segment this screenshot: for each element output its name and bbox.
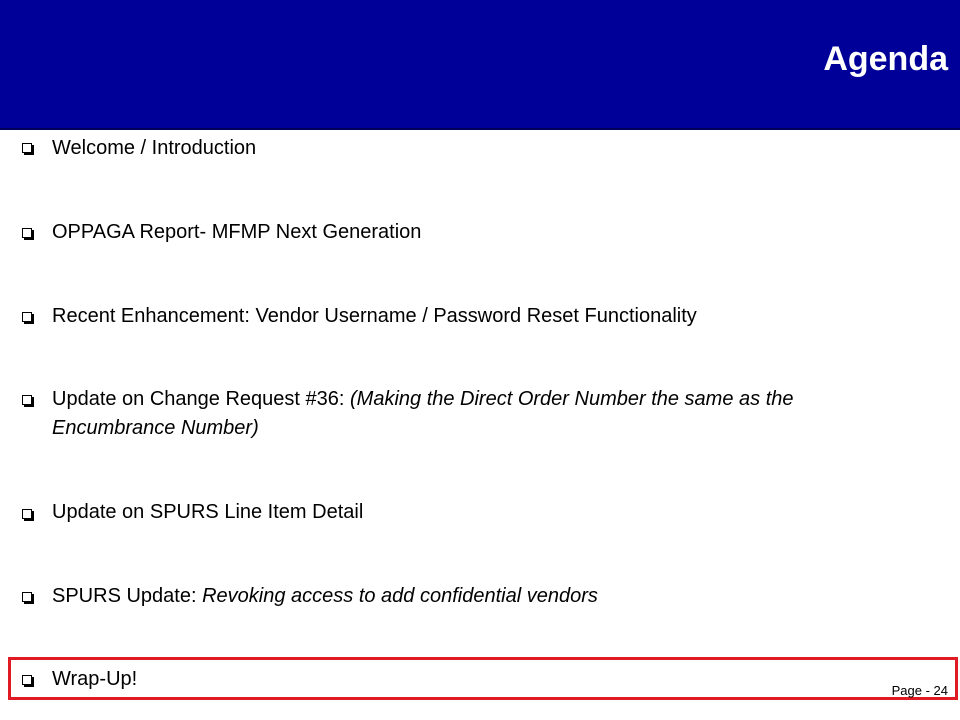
agenda-item-welcome: Welcome / Introduction [52,137,257,159]
wrap-up-highlight-box [8,657,958,700]
agenda-item-oppaga: OPPAGA Report- MFMP Next Generation [52,221,422,243]
bullet-icon [22,592,32,602]
bullet-icon [22,228,32,238]
bullet-icon [22,312,32,322]
agenda-item-change-request-detail: (Making the Direct Order Number the same as the [350,388,794,410]
agenda-item-spurs-update-detail: Revoking access to add confidential vendors [202,585,598,607]
page-number: Page - 24 [891,683,948,698]
agenda-item-spurs-update [52,582,952,611]
agenda-item-enhancement: Recent Enhancement: Vendor Username / Password Reset Functionality [52,305,697,327]
bullet-icon [22,509,32,519]
bullet-icon [22,143,32,153]
agenda-item-change-request [52,385,952,443]
bullet-icon [22,395,32,405]
agenda-item-spurs-line-item: Update on SPURS Line Item Detail [52,501,364,523]
agenda-item-wrap-up: Wrap-Up! [52,668,138,690]
slide-title: Agenda [823,40,948,78]
agenda-item-change-request-detail-cont: Encumbrance Number) [52,417,259,439]
agenda-item-change-request-label: Update on Change Request #36: [52,388,350,410]
agenda-item-spurs-update-label: SPURS Update: [52,585,203,607]
